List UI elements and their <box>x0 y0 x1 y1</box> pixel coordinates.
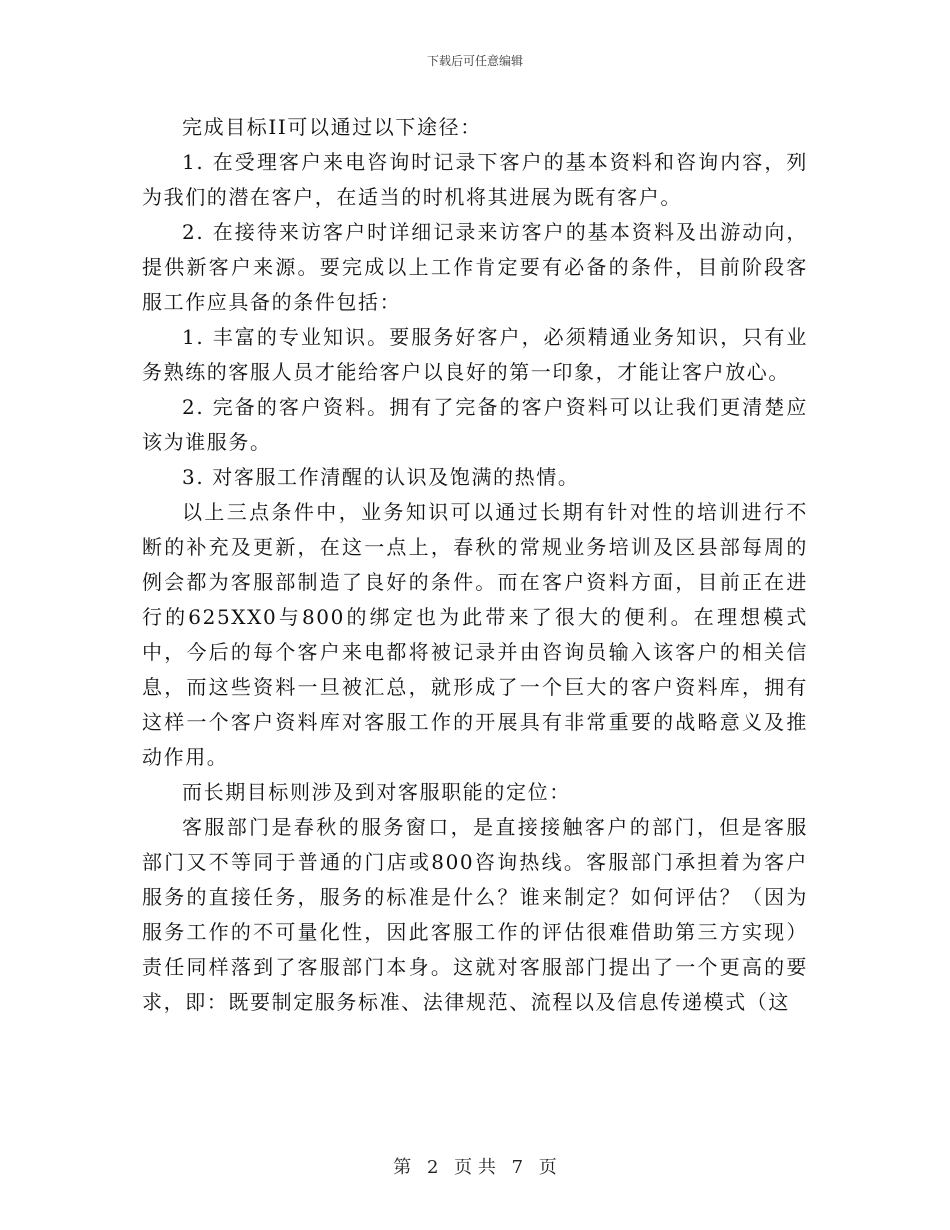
footer-suffix: 页 <box>538 1157 557 1178</box>
page-footer <box>0 1153 950 1179</box>
paragraph-condition-1: 1. 丰富的专业知识。要服务好客户，必须精通业务知识，只有业务熟练的客服人员才能给客户以良好的第一印象，才能让客户放心。 <box>142 325 808 384</box>
footer-total-pages: 7 <box>511 1157 524 1178</box>
paragraph-item-2: 2. 在接待来访客户时详细记录来访客户的基本资料及出游动向，提供新客户来源。要完成以上工作肯定要有必备的条件，目前阶段客服工作应具备的条件包括： <box>142 220 808 314</box>
footer-current-page: 2 <box>426 1157 439 1178</box>
paragraph-department-role: 客服部门是春秋的服务窗口，是直接接触客户的部门，但是客服部门又不等同于普通的门店或800咨询热线。客服部门承担着为客户服务的直接任务，服务的标准是什么？谁来制定？如何评估？（因为服务工作的不可量化性，因此客服工作的评估很难借助第三方实现）责任同样落到了客服部门本身。这就对客服部门提出了一个更高的要求，即：既要制定服务标准、法律规范、流程以及信息传递模式（这 <box>142 815 808 1014</box>
footer-prefix: 第 <box>393 1157 412 1178</box>
paragraph-condition-2: 2. 完备的客户资料。拥有了完备的客户资料可以让我们更清楚应该为谁服务。 <box>142 395 808 454</box>
paragraph-long-term-goal: 而长期目标则涉及到对客服职能的定位： <box>182 780 571 804</box>
paragraph-intro: 完成目标II可以通过以下途径： <box>182 115 482 139</box>
footer-middle: 页 共 <box>454 1157 496 1178</box>
paragraph-conditions-summary: 以上三点条件中，业务知识可以通过长期有针对性的培训进行不断的补充及更新，在这一点上，春秋的常规业务培训及区县部每周的例会都为客服部制造了良好的条件。而在客户资料方面，目前正在进行的625XX0与800的绑定也为此带来了很大的便利。在理想模式中，今后的每个客户来电都将被记录并由咨询员输入该客户的相关信息，而这些资料一旦被汇总，就形成了一个巨大的客户资料库，拥有这样一个客户资料库对客服工作的开展具有非常重要的战略意义及推动作用。 <box>142 500 808 769</box>
paragraph-condition-3: 3. 对客服工作清醒的认识及饱满的热情。 <box>182 465 580 489</box>
document-body <box>142 110 808 1020</box>
page-header-note: 下载后可任意编辑 <box>426 54 523 68</box>
paragraph-item-1: 1. 在受理客户来电咨询时记录下客户的基本资料和咨询内容，列为我们的潜在客户，在适当的时机将其进展为既有客户。 <box>142 150 808 209</box>
